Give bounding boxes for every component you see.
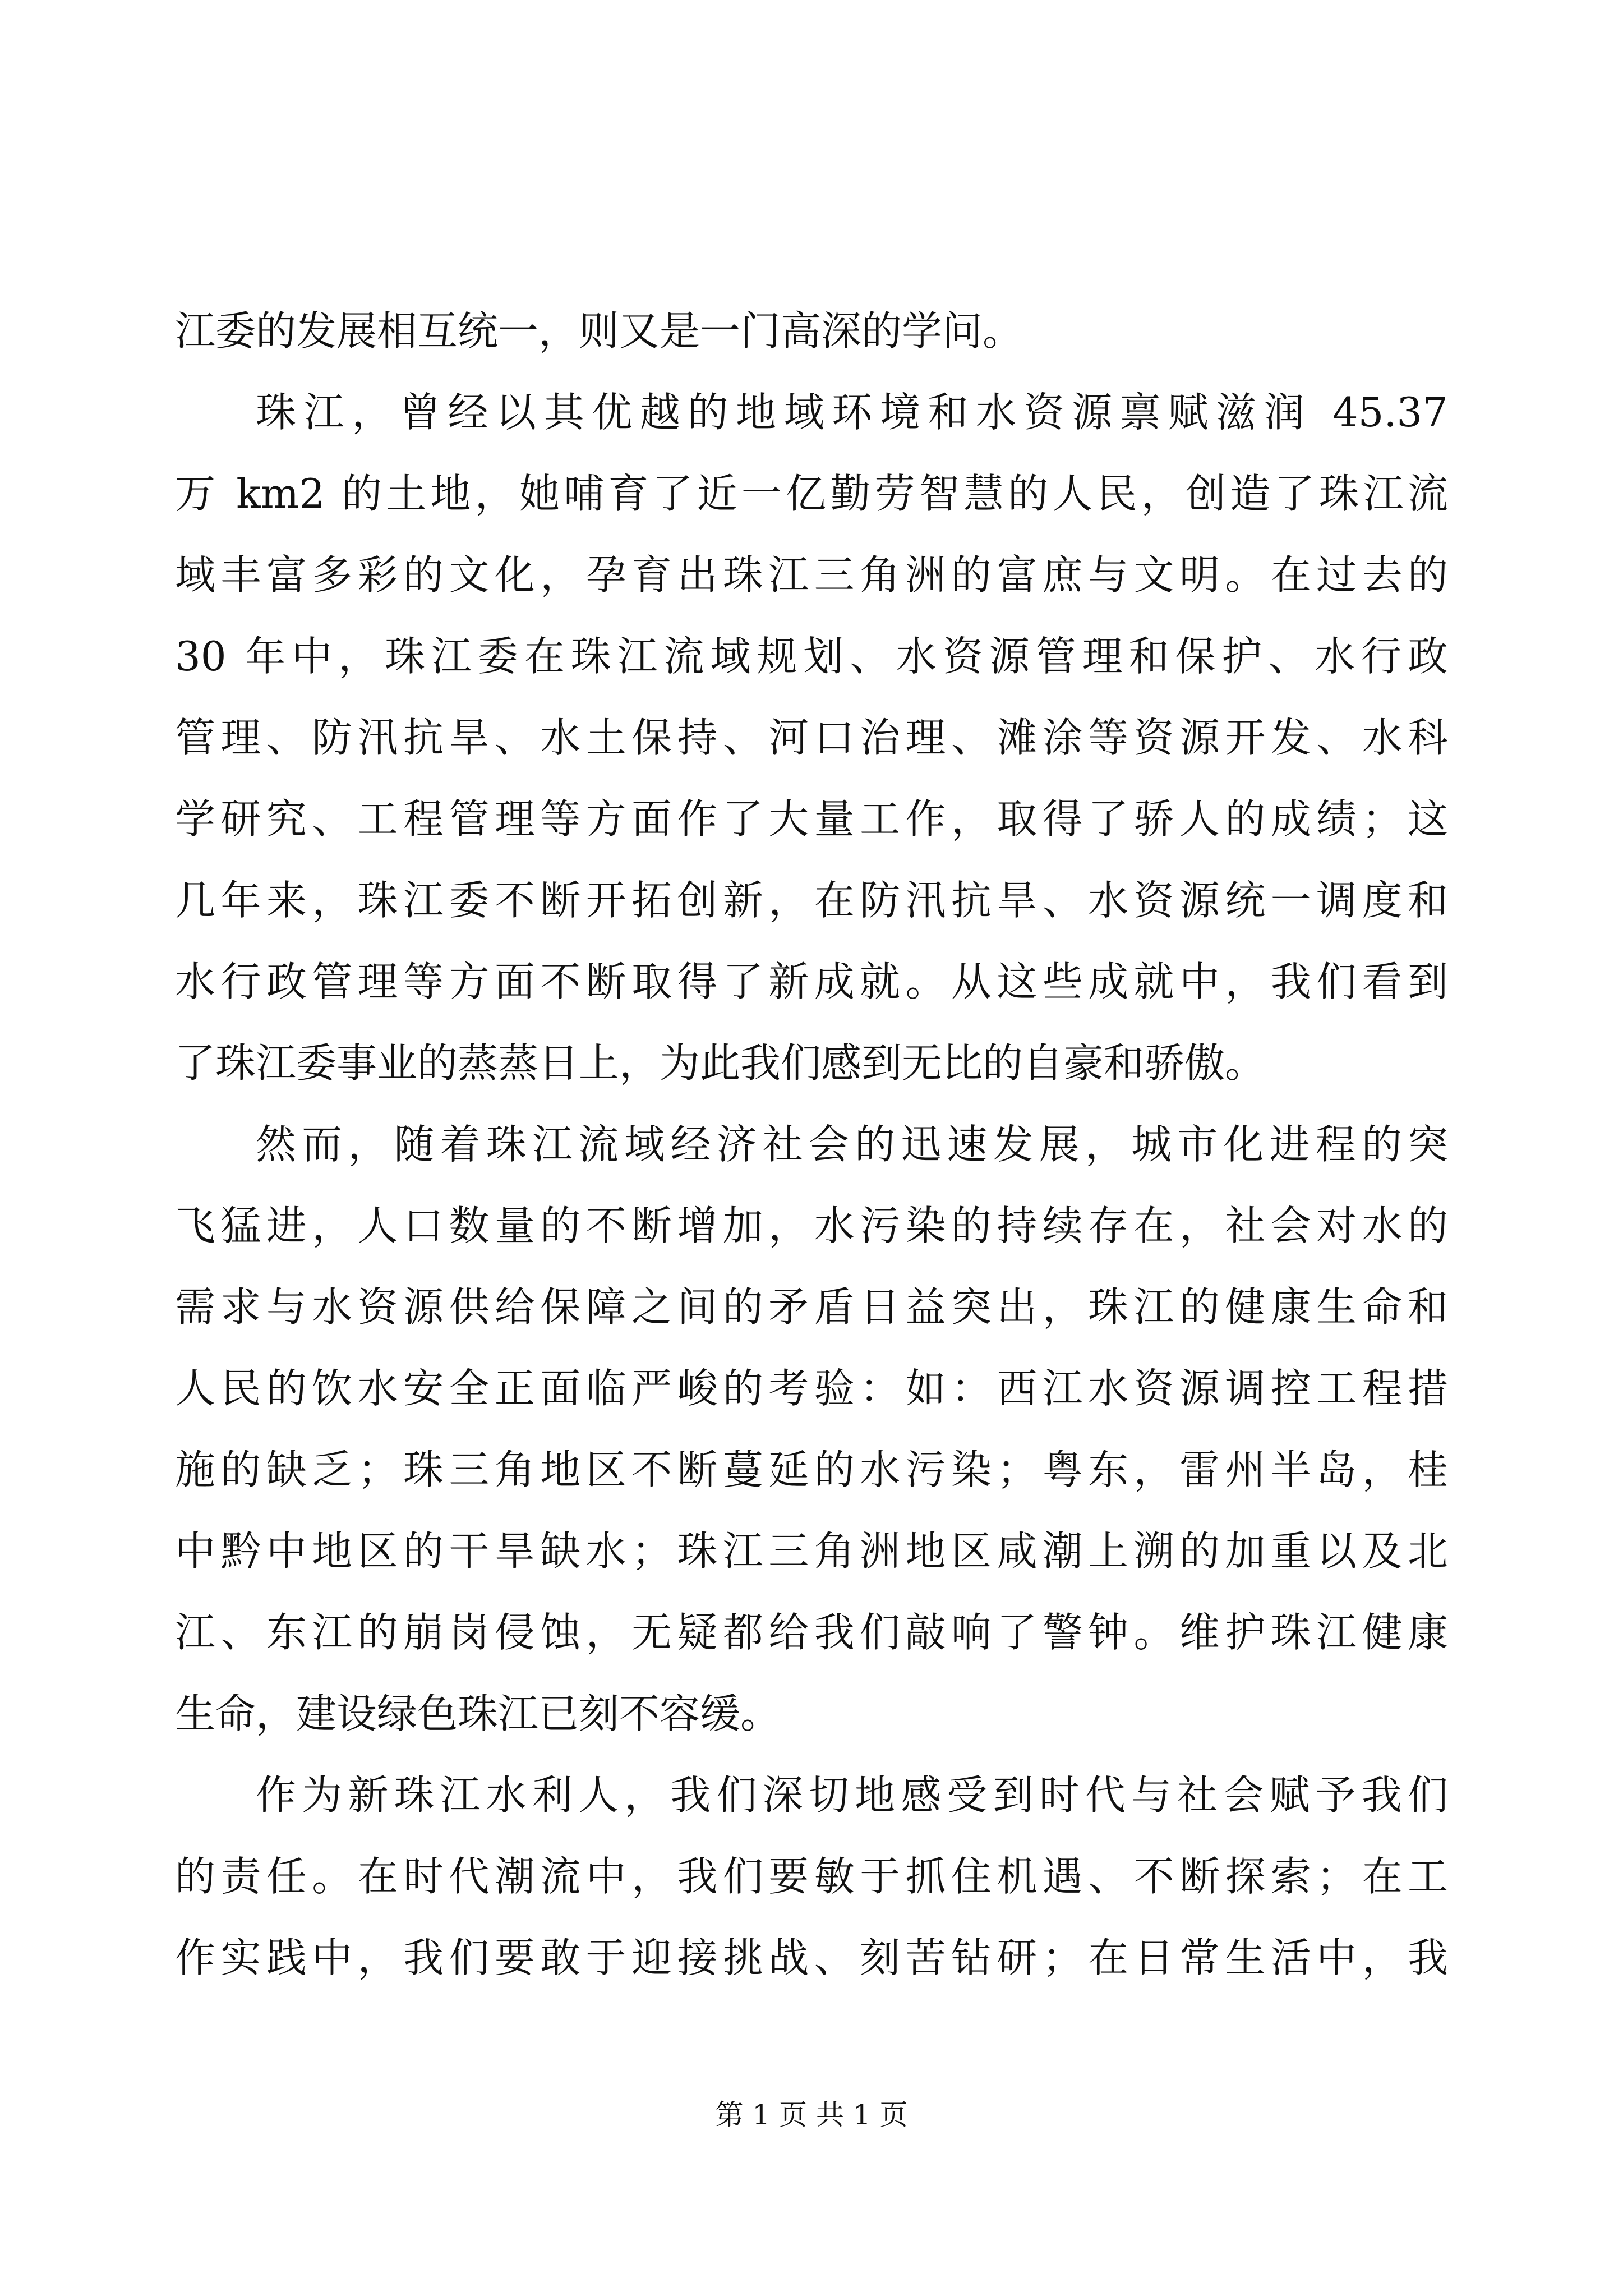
body-line: 需求与水资源供给保障之间的矛盾日益突出，珠江的健康生命和 bbox=[175, 1283, 1448, 1331]
body-line: 管理、防汛抗旱、水土保持、河口治理、滩涂等资源开发、水科 bbox=[175, 714, 1448, 761]
body-line: 域丰富多彩的文化，孕育出珠江三角洲的富庶与文明。在过去的 bbox=[175, 551, 1448, 599]
body-line: 作实践中，我们要敢于迎接挑战、刻苦钻研；在日常生活中，我 bbox=[175, 1934, 1448, 1981]
body-line: 万 km2 的土地，她哺育了近一亿勤劳智慧的人民，创造了珠江流 bbox=[175, 470, 1448, 517]
page-footer bbox=[0, 2092, 1623, 2133]
body-line: 然而，随着珠江流域经济社会的迅速发展，城市化进程的突 bbox=[256, 1121, 1448, 1168]
body-line: 学研究、工程管理等方面作了大量工作，取得了骄人的成绩；这 bbox=[175, 795, 1448, 843]
body-line: 作为新珠江水利人，我们深切地感受到时代与社会赋予我们 bbox=[256, 1772, 1448, 1819]
body-line: 生命，建设绿色珠江已刻不容缓。 bbox=[175, 1690, 781, 1737]
body-line: 珠江，曾经以其优越的地域环境和水资源禀赋滋润 45.37 bbox=[256, 389, 1448, 436]
body-line: 了珠江委事业的蒸蒸日上，为此我们感到无比的自豪和骄傲。 bbox=[175, 1039, 1266, 1087]
document-body bbox=[175, 291, 1448, 1999]
body-line: 江委的发展相互统一，则又是一门高深的学问。 bbox=[175, 307, 1023, 355]
body-line: 人民的饮水安全正面临严峻的考验：如：西江水资源调控工程措 bbox=[175, 1365, 1448, 1412]
body-line: 水行政管理等方面不断取得了新成就。从这些成就中，我们看到 bbox=[175, 958, 1448, 1005]
body-line: 飞猛进，人口数量的不断增加，水污染的持续存在，社会对水的 bbox=[175, 1202, 1448, 1249]
page-number-label: 第 1 页 共 1 页 bbox=[715, 2099, 908, 2131]
body-line: 江、东江的崩岗侵蚀，无疑都给我们敲响了警钟。维护珠江健康 bbox=[175, 1609, 1448, 1656]
body-line: 的责任。在时代潮流中，我们要敏于抓住机遇、不断探索；在工 bbox=[175, 1853, 1448, 1900]
body-line: 施的缺乏；珠三角地区不断蔓延的水污染；粤东，雷州半岛，桂 bbox=[175, 1446, 1448, 1493]
body-line: 30 年中，珠江委在珠江流域规划、水资源管理和保护、水行政 bbox=[175, 633, 1448, 680]
body-line: 几年来，珠江委不断开拓创新，在防汛抗旱、水资源统一调度和 bbox=[175, 877, 1448, 924]
body-line: 中黔中地区的干旱缺水；珠江三角洲地区咸潮上溯的加重以及北 bbox=[175, 1527, 1448, 1575]
